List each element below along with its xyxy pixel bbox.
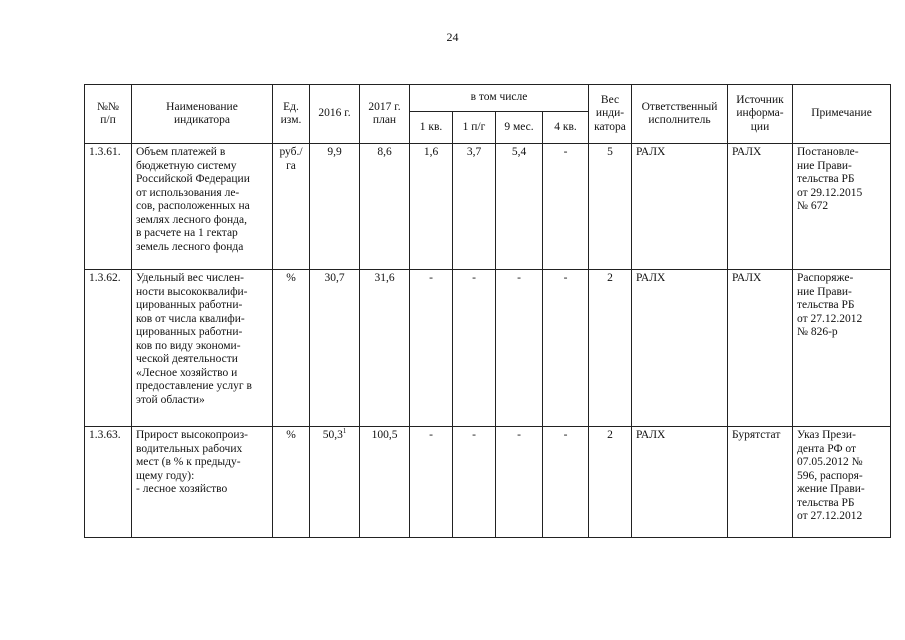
row-2016-number: 50,3 — [322, 429, 343, 441]
row-weight: 5 — [589, 144, 632, 270]
header-half-year: 1 п/г — [453, 112, 496, 144]
row-number: 1.3.61. — [85, 144, 132, 270]
row-note: Указ Прези- дента РФ от 07.05.2012 № 596, распоря- жение Прави- тельства РБ от 27.12.2012 — [793, 427, 891, 538]
header-indicator-name: Наименование индикатора — [132, 85, 273, 144]
row-unit: % — [273, 427, 310, 538]
row-2016-value — [310, 270, 360, 427]
page-number: 24 — [446, 30, 459, 44]
row-source: РАЛХ — [728, 270, 793, 427]
header-note: Примечание — [793, 85, 891, 144]
row-note: Постановле- ние Прави- тельства РБ от 29.12.2015 № 672 — [793, 144, 891, 270]
header-q1: 1 кв. — [410, 112, 453, 144]
row-2016-number: 30,7 — [324, 272, 345, 284]
row-2017-plan: 100,5 — [360, 427, 410, 538]
header-source: Источник информа- ции — [728, 85, 793, 144]
row-weight: 2 — [589, 427, 632, 538]
header-9-months: 9 мес. — [496, 112, 543, 144]
row-indicator-name: Удельный вес числен- ности высококвалифи- цированных работни- ков от числа квалифи- цированных работни- ков по виду экономи- ческой деятельности «Лесное хозяйство и предоставление услуг в этой области» — [132, 270, 273, 427]
row-indicator-name: Прирост высокопроиз- водительных рабочих мест (в % к предыду- щему году): - лесное хозяйство — [132, 427, 273, 538]
header-weight: Вес инди- катора — [589, 85, 632, 144]
indicators-table — [84, 84, 891, 538]
row-half-year: - — [453, 270, 496, 427]
row-half-year: - — [453, 427, 496, 538]
row-indicator-name: Объем платежей в бюджетную систему Российской Федерации от использования ле- сов, расположенных на землях лесного фонда, в расчете на 1 гектар земель лесного фонда — [132, 144, 273, 270]
row-number: 1.3.63. — [85, 427, 132, 538]
row-responsible: РАЛХ — [632, 270, 728, 427]
header-responsible: Ответственный исполнитель — [632, 85, 728, 144]
row-responsible: РАЛХ — [632, 144, 728, 270]
row-q1: - — [410, 427, 453, 538]
row-unit: руб./ га — [273, 144, 310, 270]
row-half-year: 3,7 — [453, 144, 496, 270]
table-row — [85, 270, 891, 427]
header-number: №№ п/п — [85, 85, 132, 144]
row-responsible: РАЛХ — [632, 427, 728, 538]
table-header — [85, 85, 891, 144]
row-2017-plan: 31,6 — [360, 270, 410, 427]
row-9-months: - — [496, 427, 543, 538]
row-9-months: - — [496, 270, 543, 427]
header-including: в том числе — [410, 85, 589, 112]
row-note: Распоряже- ние Прави- тельства РБ от 27.12.2012 № 826-р — [793, 270, 891, 427]
row-q4: - — [543, 427, 589, 538]
row-q4: - — [543, 270, 589, 427]
row-2017-plan: 8,6 — [360, 144, 410, 270]
header-2017-plan: 2017 г. план — [360, 85, 410, 144]
row-q4: - — [543, 144, 589, 270]
row-2016-footnote: 1 — [342, 427, 347, 436]
row-number: 1.3.62. — [85, 270, 132, 427]
row-weight: 2 — [589, 270, 632, 427]
header-2016: 2016 г. — [310, 85, 360, 144]
row-2016-value — [310, 144, 360, 270]
row-source: РАЛХ — [728, 144, 793, 270]
row-unit: % — [273, 270, 310, 427]
header-unit: Ед. изм. — [273, 85, 310, 144]
table-row — [85, 427, 891, 538]
row-q1: 1,6 — [410, 144, 453, 270]
row-q1: - — [410, 270, 453, 427]
row-2016-number: 9,9 — [327, 146, 342, 158]
table-row — [85, 144, 891, 270]
header-q4: 4 кв. — [543, 112, 589, 144]
row-2016-value — [310, 427, 360, 538]
row-9-months: 5,4 — [496, 144, 543, 270]
row-source: Бурятстат — [728, 427, 793, 538]
